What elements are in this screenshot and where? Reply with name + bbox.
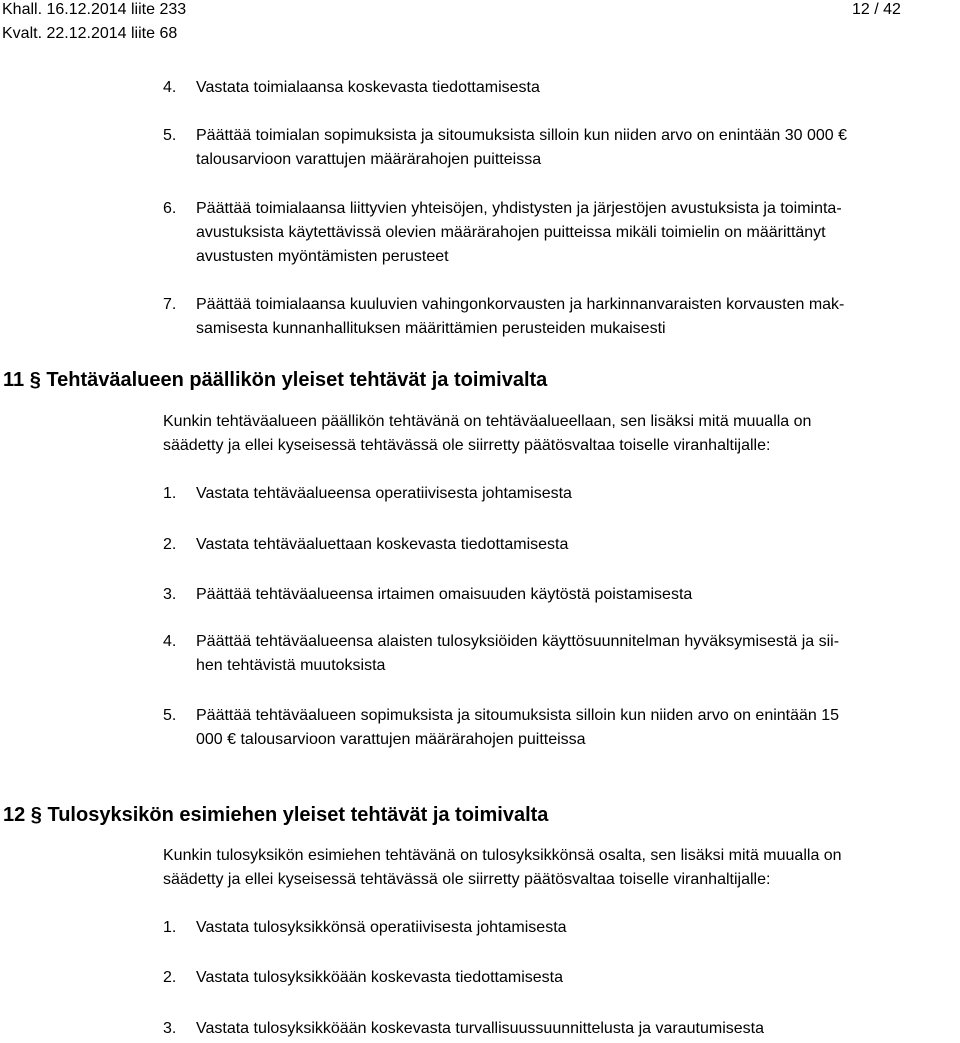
list-item-text: Vastata tulosyksikkönsä operatiivisesta johtamisesta: [196, 919, 567, 936]
list-item-text: Vastata toimialaansa koskevasta tiedottamisesta: [196, 79, 540, 96]
list-item-number: 6.: [163, 200, 177, 217]
list-item-text: Päättää tehtäväalueensa alaisten tulosyksiöiden käyttösuunnitelman hyväksymisestä ja sii-: [196, 633, 840, 650]
list-item-text: hen tehtävistä muutoksista: [196, 657, 386, 674]
list-item-number: 5.: [163, 707, 177, 724]
section-11-intro: Kunkin tehtäväalueen päällikön tehtävänä on tehtäväalueellaan, sen lisäksi mitä muualla on: [163, 413, 812, 430]
list-item-text: Päättää toimialaansa liittyvien yhteisöjen, yhdistysten ja järjestöjen avustuksista ja toiminta-: [196, 200, 842, 217]
section-11-intro: säädetty ja ellei kyseisessä tehtävässä ole siirretty päätösvaltaa toiselle viranhaltijalle:: [163, 437, 771, 454]
list-item-text: Vastata tulosyksikköään koskevasta tiedottamisesta: [196, 969, 563, 986]
list-item-number: 4.: [163, 633, 177, 650]
list-item-text: Vastata tehtäväalueensa operatiivisesta johtamisesta: [196, 485, 572, 502]
header-left-line1: Khall. 16.12.2014 liite 233: [2, 1, 187, 18]
section-12-intro: säädetty ja ellei kyseisessä tehtävässä ole siirretty päätösvaltaa toiselle viranhaltijalle:: [163, 871, 771, 888]
list-item-text: avustuksista käytettävissä olevien määrärahojen puitteissa mikäli toimielin on määrittänyt: [196, 224, 826, 241]
list-item-number: 2.: [163, 969, 177, 986]
page-indicator: 12 / 42: [852, 1, 901, 18]
list-item-text: Vastata tehtäväaluettaan koskevasta tiedottamisesta: [196, 536, 569, 553]
list-item-number: 1.: [163, 919, 177, 936]
header-left-line2: Kvalt. 22.12.2014 liite 68: [2, 25, 178, 42]
list-item-text: Päättää tehtäväalueensa irtaimen omaisuuden käytöstä poistamisesta: [196, 586, 693, 603]
list-item-text: talousarvioon varattujen määrärahojen puitteissa: [196, 151, 542, 168]
list-item-number: 1.: [163, 485, 177, 502]
list-item-number: 3.: [163, 586, 177, 603]
list-item-text: Päättää toimialaansa kuuluvien vahingonkorvausten ja harkinnanvaraisten korvausten mak-: [196, 296, 845, 313]
list-item-text: avustusten myöntämisten perusteet: [196, 248, 449, 265]
list-item-text: Vastata tulosyksikköään koskevasta turvallisuussuunnittelusta ja varautumisesta: [196, 1020, 764, 1037]
list-item-number: 5.: [163, 127, 177, 144]
list-item-number: 4.: [163, 79, 177, 96]
list-item-number: 3.: [163, 1020, 177, 1037]
list-item-text: samisesta kunnanhallituksen määrittämien perusteiden mukaisesti: [196, 320, 666, 337]
section-12-heading: 12 § Tulosyksikön esimiehen yleiset tehtävät ja toimivalta: [3, 804, 549, 826]
list-item-number: 2.: [163, 536, 177, 553]
section-11-heading: 11 § Tehtäväalueen päällikön yleiset tehtävät ja toimivalta: [3, 369, 548, 391]
list-item-number: 7.: [163, 296, 177, 313]
list-item-text: 000 € talousarvioon varattujen määrärahojen puitteissa: [196, 731, 586, 748]
list-item-text: Päättää toimialan sopimuksista ja sitoumuksista silloin kun niiden arvo on enintään 30 000 €: [196, 127, 848, 144]
list-item-text: Päättää tehtäväalueen sopimuksista ja sitoumuksista silloin kun niiden arvo on enintään 15: [196, 707, 840, 724]
section-12-intro: Kunkin tulosyksikön esimiehen tehtävänä on tulosyksikkönsä osalta, sen lisäksi mitä muualla on: [163, 847, 842, 864]
